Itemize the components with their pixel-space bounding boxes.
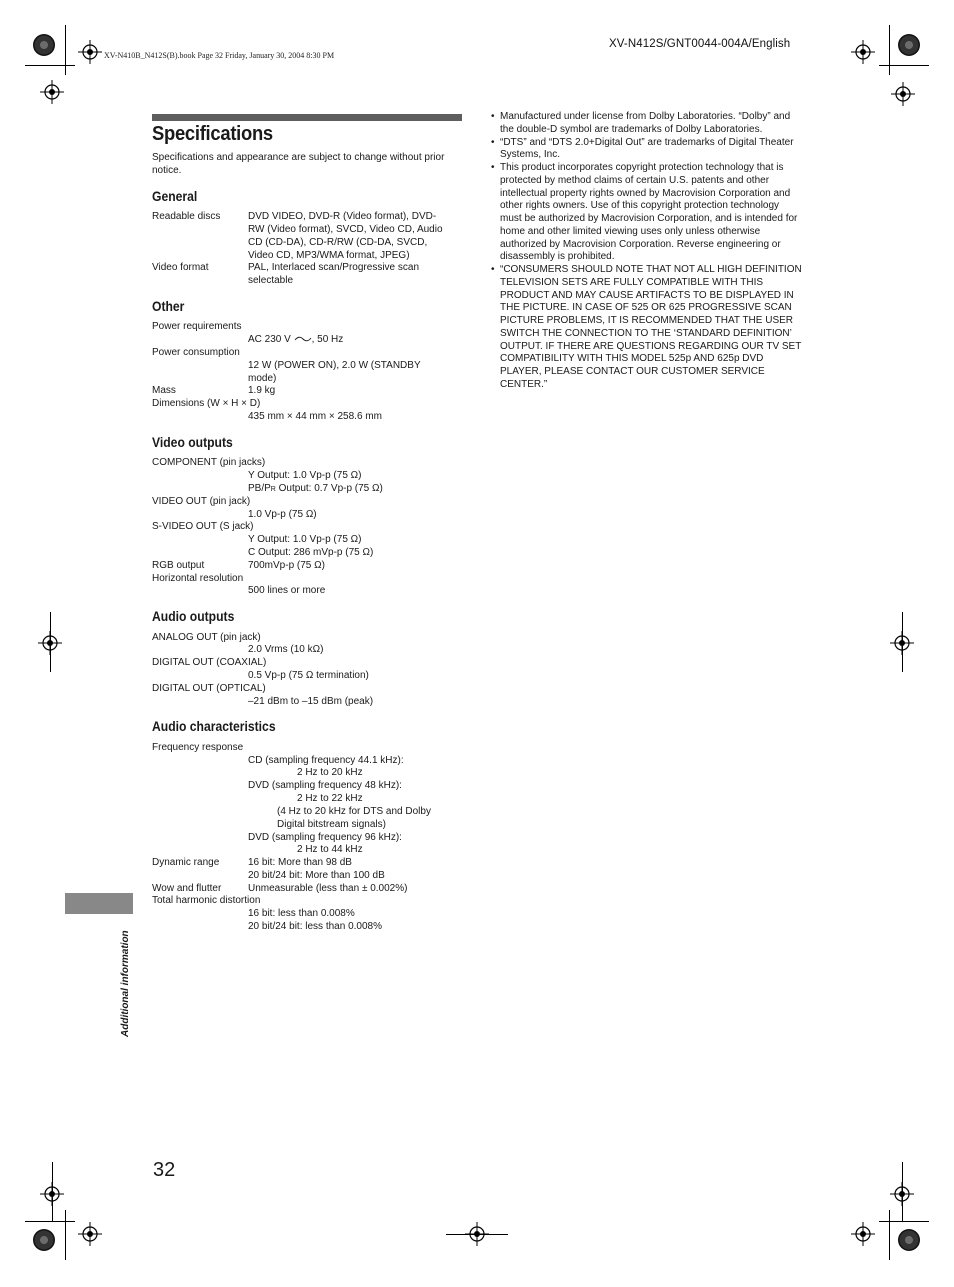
spec-value: 12 W (POWER ON), 2.0 W (STANDBY <box>248 360 421 371</box>
spec-value-pbpr <box>248 482 383 496</box>
crop-mark-line <box>446 1234 508 1235</box>
spec-label: Total harmonic distortion <box>152 895 261 906</box>
spec-value: C Output: 286 mVp-p (75 Ω) <box>248 547 374 558</box>
spec-value: DVD (sampling frequency 96 kHz): <box>248 832 402 843</box>
registration-mark-icon <box>851 40 875 64</box>
spec-value: , 50 Hz <box>311 334 344 345</box>
spec-label: Mass <box>152 385 176 396</box>
spec-value: AC 230 V <box>248 334 291 345</box>
spec-label: DIGITAL OUT (OPTICAL) <box>152 683 266 694</box>
crop-mark-line <box>50 612 51 672</box>
bullet-glyph: • <box>491 136 495 148</box>
color-target-icon <box>33 34 55 56</box>
spec-label: S-VIDEO OUT (S jack) <box>152 521 254 532</box>
crop-mark-line <box>52 1162 53 1222</box>
bullet-glyph: • <box>491 162 495 173</box>
spec-value: 20 bit/24 bit: More than 100 dB <box>248 870 385 881</box>
section-heading-audio-outputs: Audio outputs <box>152 609 235 624</box>
registration-mark-icon <box>78 1222 102 1246</box>
spec-note: (4 Hz to 20 kHz for DTS and Dolby <box>277 806 431 817</box>
spec-label: Horizontal resolution <box>152 573 244 584</box>
spec-value: RW (Video format), SVCD, Video CD, Audio <box>248 224 443 235</box>
bullet-glyph: • <box>491 111 495 122</box>
spec-value: CD (CD-DA), CD-R/RW (CD-DA, SVCD, <box>248 237 428 248</box>
spec-label: Video format <box>152 262 209 273</box>
spec-value: 16 bit: More than 98 dB <box>248 857 352 868</box>
spec-value: Y Output: 1.0 Vp-p (75 Ω) <box>248 470 362 481</box>
spec-label: Dynamic range <box>152 857 220 868</box>
spec-value: 1.9 kg <box>248 385 276 396</box>
note-text: “CONSUMERS SHOULD NOTE THAT NOT ALL HIGH DEFINITION TELEVISION SETS ARE FULLY COMPATIBLE WITH THIS PRODUCT AND MAY CAUSE ARTIFACTS TO BE DISPLAYED IN THE PICTURE. IN CASE OF 525 OR 625 PROGRESSIVE SCAN PICTURE PROBLEMS, IT IS RECOMMENDED THAT THE USER SWITCH THE CONNECTION TO THE ‘STANDARD DEFINITION’ OUTPUT. IF THERE ARE QUESTIONS REGARDING OUR TV SET COMPATIBILITY WITH THIS MODEL 525p AND 625p DVD PLAYER, PLEASE CONTACT OUR CUSTOMER SERVICE CENTER.” <box>500 264 802 390</box>
registration-mark-icon <box>891 82 915 106</box>
spec-label: VIDEO OUT (pin jack) <box>152 496 251 507</box>
crop-mark-line <box>879 65 929 66</box>
title-bar <box>152 114 462 121</box>
spec-value: 500 lines or more <box>248 585 326 596</box>
spec-value: 2 Hz to 22 kHz <box>297 793 363 804</box>
spec-value: 20 bit/24 bit: less than 0.008% <box>248 921 382 932</box>
crop-mark-line <box>889 25 890 75</box>
color-target-icon <box>33 1229 55 1251</box>
color-target-icon <box>898 34 920 56</box>
spec-label: Power requirements <box>152 321 242 332</box>
registration-mark-icon <box>851 1222 875 1246</box>
crop-mark-line <box>902 612 903 672</box>
pr-label: /P <box>261 483 271 494</box>
spec-value: Unmeasurable (less than ± 0.002%) <box>248 883 408 894</box>
spec-value: Y Output: 1.0 Vp-p (75 Ω) <box>248 534 362 545</box>
spec-value: PAL, Interlaced scan/Progressive scan <box>248 262 420 273</box>
color-target-icon <box>898 1229 920 1251</box>
spec-value: DVD VIDEO, DVD-R (Video format), DVD- <box>248 211 437 222</box>
section-heading-audio-characteristics: Audio characteristics <box>152 719 276 734</box>
list-item <box>491 137 803 163</box>
spec-label: COMPONENT (pin jacks) <box>152 457 266 468</box>
spec-value: 2 Hz to 20 kHz <box>297 767 363 778</box>
bullet-glyph: • <box>491 264 495 275</box>
crop-mark-line <box>879 1221 929 1222</box>
spec-value: CD (sampling frequency 44.1 kHz): <box>248 755 404 766</box>
spec-value: Output: 0.7 Vp-p (75 Ω) <box>275 483 383 494</box>
spec-value: selectable <box>248 275 294 286</box>
intro-text: Specifications and appearance are subject to change without prior notice. <box>152 152 445 176</box>
file-info: XV-N410B_N412S(B).book Page 32 Friday, January 30, 2004 8:30 PM <box>104 51 335 60</box>
list-item <box>491 162 803 264</box>
crop-mark-line <box>889 1210 890 1260</box>
spec-value: –21 dBm to –15 dBm (peak) <box>248 696 374 707</box>
spec-label: Power consumption <box>152 347 240 358</box>
crop-mark-line <box>25 65 75 66</box>
pr-subscript: R <box>270 486 276 493</box>
spec-value: 2 Hz to 44 kHz <box>297 844 363 855</box>
crop-mark-line <box>65 1210 66 1260</box>
section-heading-general: General <box>152 189 198 204</box>
registration-mark-icon <box>40 80 64 104</box>
page-number: 32 <box>153 1159 176 1181</box>
notes-list <box>491 111 803 392</box>
crop-mark-line <box>902 1162 903 1222</box>
crop-mark-line <box>25 1221 75 1222</box>
spec-value: 1.0 Vp-p (75 Ω) <box>248 509 317 520</box>
list-item <box>491 264 803 392</box>
spec-value: Video CD, MP3/WMA format, JPEG) <box>248 250 410 261</box>
note-text: This product incorporates copyright protection technology that is protected by method claims of certain U.S. patents and other intellectual property rights owned by Macrovision Corporation and other rights owners. Use of this copyright protection technology must be authorized by Macrovision Corporation, and is intended for home and other limited viewing uses only unless otherwise authorized by Macrovision Corporation. Reverse engineering or disassembly is prohibited. <box>500 162 798 263</box>
note-text: “DTS” and “DTS 2.0+Digital Out” are trademarks of Digital Theater Systems, Inc. <box>500 136 794 161</box>
document-code: XV-N412S/GNT0044-004A/English <box>609 38 791 50</box>
spec-value: mode) <box>248 373 277 384</box>
ac-wave-icon <box>294 335 312 343</box>
spec-value: DVD (sampling frequency 48 kHz): <box>248 780 402 791</box>
note-text: Manufactured under license from Dolby Laboratories. “Dolby” and the double-D symbol are trademarks of Dolby Laboratories. <box>500 111 791 135</box>
spec-label: ANALOG OUT (pin jack) <box>152 632 261 643</box>
spec-value: 435 mm × 44 mm × 258.6 mm <box>248 411 382 422</box>
section-side-label: Additional information <box>120 930 131 1037</box>
pb-label: PB <box>248 483 262 494</box>
spec-label: Readable discs <box>152 211 221 222</box>
spec-value: 2.0 Vrms (10 kΩ) <box>248 644 324 655</box>
section-heading-video-outputs: Video outputs <box>152 435 233 450</box>
section-tab <box>65 893 133 914</box>
crop-mark-line <box>65 25 66 75</box>
page-title: Specifications <box>152 123 273 145</box>
spec-value: 16 bit: less than 0.008% <box>248 908 355 919</box>
registration-mark-icon <box>78 40 102 64</box>
spec-label: RGB output <box>152 560 205 571</box>
spec-label: Dimensions (W × H × D) <box>152 398 261 409</box>
spec-label: DIGITAL OUT (COAXIAL) <box>152 657 267 668</box>
spec-value: 700mVp-p (75 Ω) <box>248 560 325 571</box>
list-item <box>491 111 803 137</box>
spec-value: 0.5 Vp-p (75 Ω termination) <box>248 670 369 681</box>
spec-label: Wow and flutter <box>152 883 222 894</box>
section-heading-other: Other <box>152 299 185 314</box>
spec-label: Frequency response <box>152 742 244 753</box>
spec-note: Digital bitstream signals) <box>277 819 386 830</box>
spec-value-power <box>248 333 343 346</box>
